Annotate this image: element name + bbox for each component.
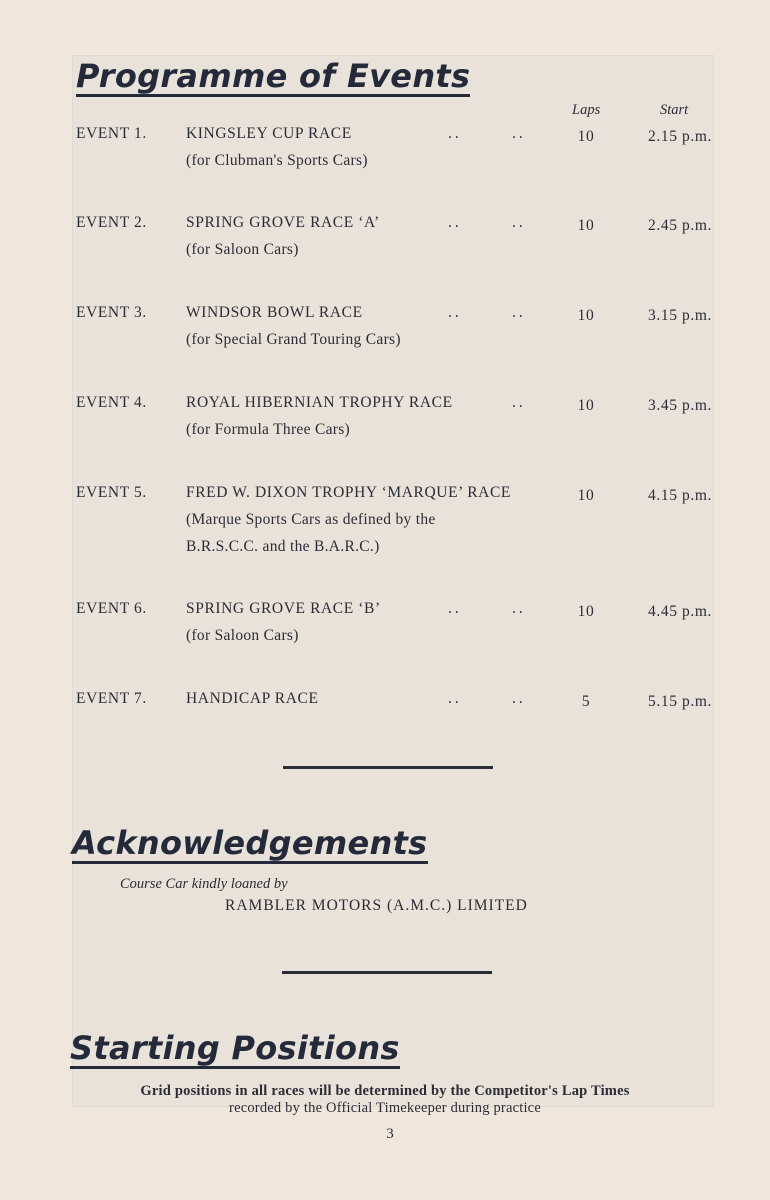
acknowledgement-company: RAMBLER MOTORS (A.M.C.) LIMITED [225, 897, 528, 914]
event-name: ROYAL HIBERNIAN TROPHY RACE [186, 394, 453, 411]
starting-positions-text: recorded by the Official Timekeeper during practice [229, 1100, 541, 1116]
event-label: EVENT 2. [76, 214, 147, 231]
event-row [0, 394, 770, 474]
acknowledgements-heading: Acknowledgements [72, 824, 428, 862]
event-name: FRED W. DIXON TROPHY ‘MARQUE’ RACE [186, 484, 511, 501]
event-name: SPRING GROVE RACE ‘A’ [186, 214, 380, 231]
leader-dots: .. [448, 125, 462, 142]
event-row [0, 600, 770, 680]
leader-dots: .. [448, 600, 462, 617]
event-description: (Marque Sports Cars as defined by the [186, 511, 436, 528]
leader-dots: .. [512, 690, 526, 707]
event-row [0, 214, 770, 294]
event-description: (for Saloon Cars) [186, 241, 299, 258]
event-row [0, 125, 770, 205]
starting-positions-text: Grid positions in all races will be determined by the Competitor's Lap Times [140, 1083, 630, 1099]
event-start-time: 4.15 p.m. [648, 487, 712, 504]
event-name: SPRING GROVE RACE ‘B’ [186, 600, 381, 617]
event-start-time: 2.15 p.m. [648, 128, 712, 145]
event-label: EVENT 1. [76, 125, 147, 142]
event-laps: 10 [577, 217, 595, 234]
event-laps: 10 [577, 603, 595, 620]
event-name: WINDSOR BOWL RACE [186, 304, 363, 321]
event-name: KINGSLEY CUP RACE [186, 125, 352, 142]
event-laps: 10 [577, 397, 595, 414]
event-laps: 10 [577, 487, 595, 504]
leader-dots: .. [448, 304, 462, 321]
leader-dots: .. [448, 214, 462, 231]
laps-column-header: Laps [572, 102, 601, 118]
event-description: B.R.S.C.C. and the B.A.R.C.) [186, 538, 380, 555]
event-laps: 10 [577, 307, 595, 324]
event-start-time: 5.15 p.m. [648, 693, 712, 710]
paper-show-through [72, 55, 714, 1107]
event-row [0, 690, 770, 770]
event-start-time: 2.45 p.m. [648, 217, 712, 234]
acknowledgement-text: Course Car kindly loaned by [120, 876, 288, 892]
event-description: (for Saloon Cars) [186, 627, 299, 644]
leader-dots: .. [512, 214, 526, 231]
leader-dots: .. [512, 600, 526, 617]
page-number: 3 [386, 1126, 394, 1142]
starting-positions-heading: Starting Positions [70, 1029, 400, 1067]
event-start-time: 3.45 p.m. [648, 397, 712, 414]
event-start-time: 4.45 p.m. [648, 603, 712, 620]
leader-dots: .. [448, 690, 462, 707]
event-label: EVENT 5. [76, 484, 147, 501]
event-name: HANDICAP RACE [186, 690, 319, 707]
section-divider [282, 971, 492, 974]
event-laps: 5 [581, 693, 591, 710]
event-start-time: 3.15 p.m. [648, 307, 712, 324]
event-row [0, 484, 770, 564]
event-label: EVENT 6. [76, 600, 147, 617]
event-label: EVENT 3. [76, 304, 147, 321]
event-label: EVENT 7. [76, 690, 147, 707]
start-column-header: Start [660, 102, 689, 118]
leader-dots: .. [512, 125, 526, 142]
event-label: EVENT 4. [76, 394, 147, 411]
event-description: (for Special Grand Touring Cars) [186, 331, 401, 348]
event-row [0, 304, 770, 384]
leader-dots: .. [512, 304, 526, 321]
section-divider [283, 766, 493, 769]
leader-dots: .. [512, 394, 526, 411]
programme-heading: Programme of Events [76, 57, 471, 95]
event-laps: 10 [577, 128, 595, 145]
event-description: (for Formula Three Cars) [186, 421, 351, 438]
event-description: (for Clubman's Sports Cars) [186, 152, 368, 169]
